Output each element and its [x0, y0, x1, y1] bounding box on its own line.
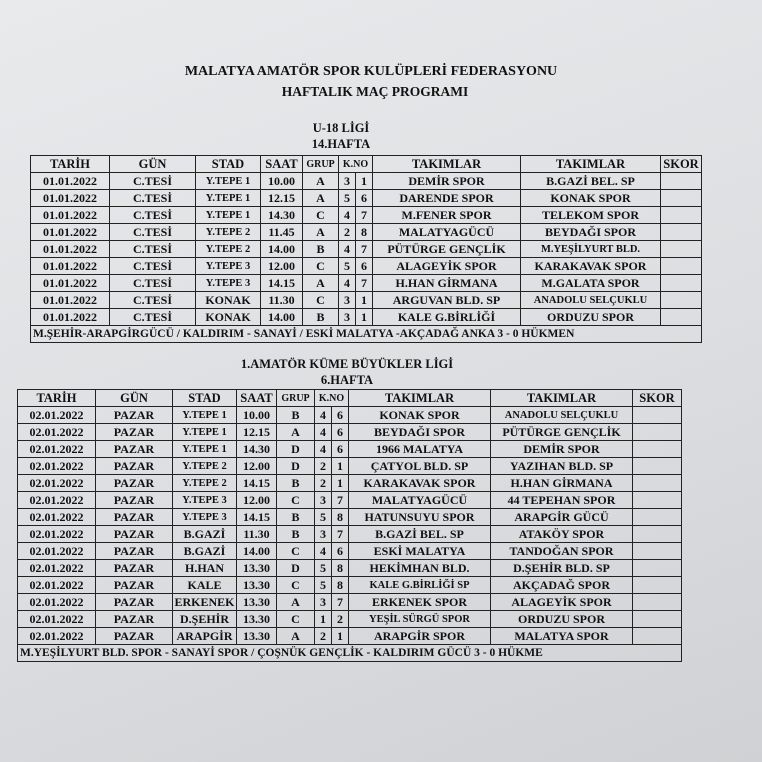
match-score: [661, 292, 702, 309]
match-home-team: ARAPGİR SPOR: [349, 628, 491, 645]
match-away-team: TELEKOM SPOR: [521, 207, 661, 224]
table-row: [31, 224, 702, 241]
match-date: 01.01.2022: [31, 292, 110, 309]
match-home-team: 1966 MALATYA: [349, 441, 491, 458]
match-kno-home: 2: [315, 475, 332, 492]
match-kno-away: 7: [356, 207, 373, 224]
table-row: [18, 594, 682, 611]
match-day: PAZAR: [96, 560, 173, 577]
match-group: B: [303, 309, 339, 326]
match-date: 02.01.2022: [18, 577, 96, 594]
match-day: PAZAR: [96, 407, 173, 424]
match-date: 02.01.2022: [18, 560, 96, 577]
match-kno-home: 4: [339, 275, 356, 292]
match-group: B: [277, 407, 315, 424]
match-time: 13.30: [237, 577, 277, 594]
col-time: SAAT: [237, 390, 277, 407]
amateur-schedule-table: [17, 389, 682, 662]
match-away-team: AKÇADAĞ SPOR: [491, 577, 633, 594]
match-score: [661, 207, 702, 224]
match-away-team: H.HAN GİRMANA: [491, 475, 633, 492]
match-kno-home: 3: [339, 173, 356, 190]
match-away-team: ORDUZU SPOR: [521, 309, 661, 326]
u18-schedule-table: [30, 155, 702, 343]
match-away-team: B.GAZİ BEL. SP: [521, 173, 661, 190]
match-date: 02.01.2022: [18, 628, 96, 645]
match-kno-home: 5: [339, 258, 356, 275]
table-row: [31, 190, 702, 207]
match-group: A: [303, 173, 339, 190]
match-away-team: YAZIHAN BLD. SP: [491, 458, 633, 475]
match-group: C: [303, 258, 339, 275]
match-date: 01.01.2022: [31, 258, 110, 275]
table-row: [18, 611, 682, 628]
match-kno-away: 6: [332, 407, 349, 424]
match-score: [661, 258, 702, 275]
u18-league-title: U-18 LİGİ: [312, 121, 370, 135]
match-group: D: [277, 441, 315, 458]
match-kno-home: 5: [339, 190, 356, 207]
match-away-team: ALAGEYİK SPOR: [491, 594, 633, 611]
match-kno-away: 6: [356, 190, 373, 207]
match-away-team: KONAK SPOR: [521, 190, 661, 207]
match-away-team: PÜTÜRGE GENÇLİK: [491, 424, 633, 441]
match-away-team: ANADOLU SELÇUKLU: [491, 407, 633, 424]
match-kno-away: 7: [356, 241, 373, 258]
match-stadium: Y.TEPE 3: [196, 258, 261, 275]
match-home-team: DARENDE SPOR: [373, 190, 521, 207]
match-score: [633, 509, 682, 526]
match-kno-home: 2: [315, 628, 332, 645]
col-home-team: TAKIMLAR: [349, 390, 491, 407]
match-away-team: ATAKÖY SPOR: [491, 526, 633, 543]
match-stadium: Y.TEPE 2: [173, 475, 237, 492]
col-stadium: STAD: [173, 390, 237, 407]
match-home-team: ÇATYOL BLD. SP: [349, 458, 491, 475]
col-date: TARİH: [31, 156, 110, 173]
col-stadium: STAD: [196, 156, 261, 173]
match-stadium: ARAPGİR: [173, 628, 237, 645]
match-day: PAZAR: [96, 526, 173, 543]
match-kno-home: 2: [339, 224, 356, 241]
match-stadium: Y.TEPE 1: [196, 190, 261, 207]
match-home-team: ARGUVAN BLD. SP: [373, 292, 521, 309]
col-time: SAAT: [261, 156, 303, 173]
match-group: C: [277, 543, 315, 560]
match-date: 01.01.2022: [31, 207, 110, 224]
match-time: 13.30: [237, 611, 277, 628]
match-away-team: M.YEŞİLYURT BLD.: [521, 241, 661, 258]
match-date: 01.01.2022: [31, 275, 110, 292]
match-time: 12.00: [237, 492, 277, 509]
match-stadium: KALE: [173, 577, 237, 594]
table-row: [31, 292, 702, 309]
match-score: [633, 611, 682, 628]
match-time: 10.00: [237, 407, 277, 424]
match-group: A: [303, 275, 339, 292]
match-score: [633, 628, 682, 645]
match-day: C.TESİ: [110, 292, 196, 309]
amateur-forfeit-note: M.YEŞİLYURT BLD. SPOR - SANAYİ SPOR / ÇOŞNÜK GENÇLİK - KALDIRIM GÜCÜ 3 - 0 HÜKME: [18, 645, 682, 662]
match-time: 14.00: [261, 309, 303, 326]
u18-forfeit-note: M.ŞEHİR-ARAPGİRGÜCÜ / KALDIRIM - SANAYİ / ESKİ MALATYA -AKÇADAĞ ANKA 3 - 0 HÜKMEN: [31, 326, 702, 343]
match-kno-home: 5: [315, 577, 332, 594]
match-kno-away: 7: [356, 275, 373, 292]
match-kno-away: 6: [332, 424, 349, 441]
match-score: [633, 560, 682, 577]
match-stadium: H.HAN: [173, 560, 237, 577]
match-time: 12.00: [261, 258, 303, 275]
match-kno-away: 6: [332, 543, 349, 560]
table-row: [18, 543, 682, 560]
match-time: 12.00: [237, 458, 277, 475]
match-home-team: KALE G.BİRLİĞİ: [373, 309, 521, 326]
match-away-team: TANDOĞAN SPOR: [491, 543, 633, 560]
match-kno-home: 3: [339, 292, 356, 309]
match-date: 02.01.2022: [18, 509, 96, 526]
match-day: PAZAR: [96, 458, 173, 475]
match-time: 14.00: [237, 543, 277, 560]
match-date: 02.01.2022: [18, 543, 96, 560]
col-day: GÜN: [96, 390, 173, 407]
match-score: [633, 526, 682, 543]
match-group: A: [277, 594, 315, 611]
match-home-team: KONAK SPOR: [349, 407, 491, 424]
match-score: [661, 241, 702, 258]
col-away-team: TAKIMLAR: [491, 390, 633, 407]
match-group: B: [303, 241, 339, 258]
match-kno-home: 4: [315, 441, 332, 458]
match-away-team: DEMİR SPOR: [491, 441, 633, 458]
col-score: SKOR: [633, 390, 682, 407]
table-row: [18, 458, 682, 475]
match-time: 11.30: [237, 526, 277, 543]
match-time: 14.30: [261, 207, 303, 224]
match-time: 12.15: [261, 190, 303, 207]
match-group: C: [277, 577, 315, 594]
col-home-team: TAKIMLAR: [373, 156, 521, 173]
match-stadium: Y.TEPE 2: [196, 224, 261, 241]
match-day: PAZAR: [96, 492, 173, 509]
match-kno-home: 1: [315, 611, 332, 628]
match-day: C.TESİ: [110, 275, 196, 292]
table-row: [18, 526, 682, 543]
col-date: TARİH: [18, 390, 96, 407]
match-stadium: Y.TEPE 1: [173, 441, 237, 458]
match-kno-home: 4: [339, 207, 356, 224]
match-time: 12.15: [237, 424, 277, 441]
match-score: [633, 492, 682, 509]
match-stadium: Y.TEPE 3: [173, 509, 237, 526]
match-kno-away: 6: [332, 441, 349, 458]
match-day: C.TESİ: [110, 258, 196, 275]
amateur-header-row: [18, 390, 682, 407]
match-kno-away: 1: [332, 475, 349, 492]
match-stadium: KONAK: [196, 292, 261, 309]
match-home-team: KALE G.BİRLİĞİ SP: [349, 577, 491, 594]
table-row: [18, 628, 682, 645]
col-kno: K.NO: [315, 390, 349, 407]
table-row: [18, 475, 682, 492]
program-title: HAFTALIK MAÇ PROGRAMI: [281, 84, 469, 99]
match-home-team: YEŞİL SÜRGÜ SPOR: [349, 611, 491, 628]
match-time: 14.15: [261, 275, 303, 292]
match-score: [633, 424, 682, 441]
match-home-team: H.HAN GİRMANA: [373, 275, 521, 292]
match-away-team: KARAKAVAK SPOR: [521, 258, 661, 275]
match-day: C.TESİ: [110, 241, 196, 258]
match-date: 02.01.2022: [18, 407, 96, 424]
match-date: 01.01.2022: [31, 224, 110, 241]
match-kno-away: 7: [332, 526, 349, 543]
table-row: [18, 509, 682, 526]
match-score: [661, 309, 702, 326]
match-group: C: [303, 207, 339, 224]
match-home-team: MALATYAGÜCÜ: [349, 492, 491, 509]
u18-header-row: [31, 156, 702, 173]
match-score: [633, 407, 682, 424]
match-kno-away: 8: [356, 224, 373, 241]
match-kno-home: 3: [315, 594, 332, 611]
match-kno-away: 1: [356, 173, 373, 190]
table-row: [31, 207, 702, 224]
match-group: A: [277, 424, 315, 441]
amateur-league-title: 1.AMATÖR KÜME BÜYÜKLER LİGİ: [240, 357, 454, 371]
table-row: [31, 241, 702, 258]
match-stadium: Y.TEPE 1: [173, 407, 237, 424]
table-row: [18, 492, 682, 509]
match-date: 01.01.2022: [31, 190, 110, 207]
match-score: [633, 441, 682, 458]
match-stadium: Y.TEPE 1: [173, 424, 237, 441]
match-score: [633, 543, 682, 560]
match-stadium: ERKENEK: [174, 594, 235, 609]
match-home-team: KARAKAVAK SPOR: [349, 475, 491, 492]
table-row: [31, 309, 702, 326]
match-score: [661, 224, 702, 241]
match-score: [661, 275, 702, 292]
match-home-team: PÜTÜRGE GENÇLİK: [373, 241, 521, 258]
match-day: PAZAR: [96, 594, 173, 611]
match-day: PAZAR: [96, 475, 173, 492]
match-stadium: Y.TEPE 3: [173, 492, 237, 509]
match-stadium: Y.TEPE 2: [196, 241, 261, 258]
match-stadium: B.GAZİ: [173, 543, 237, 560]
match-group: B: [277, 526, 315, 543]
match-kno-away: 8: [332, 560, 349, 577]
match-stadium: KONAK: [196, 309, 261, 326]
match-home-team: ALAGEYİK SPOR: [373, 258, 521, 275]
match-score: [633, 458, 682, 475]
table-row: [31, 258, 702, 275]
match-group: B: [277, 475, 315, 492]
table-row: [31, 275, 702, 292]
match-kno-away: 7: [332, 492, 349, 509]
match-kno-home: 4: [315, 424, 332, 441]
match-score: [661, 173, 702, 190]
match-day: PAZAR: [96, 441, 173, 458]
match-kno-home: 4: [315, 407, 332, 424]
match-away-team: 44 TEPEHAN SPOR: [491, 492, 633, 509]
match-kno-away: 1: [356, 309, 373, 326]
match-time: 14.30: [237, 441, 277, 458]
match-kno-away: 1: [332, 458, 349, 475]
match-group: A: [303, 224, 339, 241]
match-kno-home: 3: [315, 526, 332, 543]
match-time: 11.30: [261, 292, 303, 309]
match-away-team: M.GALATA SPOR: [521, 275, 661, 292]
match-date: 02.01.2022: [18, 458, 96, 475]
match-time: 13.30: [237, 560, 277, 577]
match-day: PAZAR: [96, 509, 173, 526]
u18-week-title: 14.HAFTA: [311, 137, 371, 151]
match-home-team: DEMİR SPOR: [373, 173, 521, 190]
match-time: 10.00: [261, 173, 303, 190]
table-row: [18, 441, 682, 458]
match-kno-away: 1: [332, 628, 349, 645]
table-row: [18, 577, 682, 594]
match-kno-home: 5: [315, 560, 332, 577]
col-kno: K.NO: [339, 156, 373, 173]
match-kno-home: 4: [315, 543, 332, 560]
match-date: 02.01.2022: [18, 492, 96, 509]
match-time: 14.15: [237, 509, 277, 526]
match-stadium: Y.TEPE 1: [196, 173, 261, 190]
col-group: GRUP: [303, 156, 339, 173]
match-group: C: [277, 492, 315, 509]
match-date: 01.01.2022: [31, 241, 110, 258]
match-day: C.TESİ: [110, 224, 196, 241]
match-kno-away: 7: [332, 594, 349, 611]
match-date: 02.01.2022: [18, 526, 96, 543]
match-kno-home: 3: [339, 309, 356, 326]
match-time: 13.30: [237, 628, 277, 645]
match-day: PAZAR: [96, 611, 173, 628]
match-time: 14.15: [237, 475, 277, 492]
match-date: 01.01.2022: [31, 309, 110, 326]
match-stadium: Y.TEPE 1: [196, 207, 261, 224]
match-away-team: BEYDAĞI SPOR: [521, 224, 661, 241]
match-home-team: HATUNSUYU SPOR: [349, 509, 491, 526]
match-score: [633, 577, 682, 594]
col-score: SKOR: [661, 156, 702, 173]
match-group: A: [303, 190, 339, 207]
match-home-team: ERKENEK SPOR: [349, 594, 491, 611]
match-kno-away: 1: [356, 292, 373, 309]
match-date: 02.01.2022: [18, 611, 96, 628]
match-day: PAZAR: [96, 424, 173, 441]
match-day: PAZAR: [96, 543, 173, 560]
col-away-team: TAKIMLAR: [521, 156, 661, 173]
federation-title: MALATYA AMATÖR SPOR KULÜPLERİ FEDERASYONU: [184, 64, 558, 79]
match-home-team: HEKİMHAN BLD.: [349, 560, 491, 577]
match-day: C.TESİ: [110, 190, 196, 207]
amateur-week-title: 6.HAFTA: [320, 373, 374, 387]
match-away-team: D.ŞEHİR BLD. SP: [491, 560, 633, 577]
match-date: 02.01.2022: [18, 424, 96, 441]
match-kno-away: 2: [332, 611, 349, 628]
match-date: 01.01.2022: [31, 173, 110, 190]
match-kno-home: 3: [315, 492, 332, 509]
match-away-team: ARAPGİR GÜCÜ: [491, 509, 633, 526]
match-group: D: [277, 458, 315, 475]
match-group: D: [277, 560, 315, 577]
match-group: C: [277, 611, 315, 628]
match-kno-away: 6: [356, 258, 373, 275]
match-home-team: BEYDAĞI SPOR: [349, 424, 491, 441]
table-row: [31, 173, 702, 190]
col-group: GRUP: [277, 390, 315, 407]
match-time: 14.00: [261, 241, 303, 258]
match-stadium: D.ŞEHİR: [173, 611, 237, 628]
col-day: GÜN: [110, 156, 196, 173]
match-stadium: Y.TEPE 2: [173, 458, 237, 475]
match-kno-away: 8: [332, 509, 349, 526]
match-day: C.TESİ: [110, 173, 196, 190]
match-kno-home: 4: [339, 241, 356, 258]
match-kno-away: 8: [332, 577, 349, 594]
table-row: [18, 407, 682, 424]
match-away-team: ANADOLU SELÇUKLU: [521, 292, 661, 309]
match-home-team: B.GAZİ BEL. SP: [349, 526, 491, 543]
match-time: 11.45: [261, 224, 303, 241]
match-score: [633, 475, 682, 492]
table-row: [18, 560, 682, 577]
match-kno-home: 2: [315, 458, 332, 475]
match-stadium: B.GAZİ: [173, 526, 237, 543]
match-group: A: [277, 628, 315, 645]
match-group: B: [277, 509, 315, 526]
match-kno-home: 5: [315, 509, 332, 526]
match-day: C.TESİ: [110, 207, 196, 224]
match-day: PAZAR: [96, 577, 173, 594]
match-time: 13.30: [237, 594, 277, 611]
match-stadium: Y.TEPE 3: [196, 275, 261, 292]
match-score: [661, 190, 702, 207]
match-date: 02.01.2022: [18, 475, 96, 492]
match-day: C.TESİ: [110, 309, 196, 326]
match-date: 02.01.2022: [18, 594, 96, 611]
match-score: [633, 594, 682, 611]
match-home-team: M.FENER SPOR: [373, 207, 521, 224]
table-row: [18, 424, 682, 441]
match-group: C: [303, 292, 339, 309]
match-date: 02.01.2022: [18, 441, 96, 458]
match-away-team: ORDUZU SPOR: [491, 611, 633, 628]
match-away-team: MALATYA SPOR: [491, 628, 633, 645]
match-day: PAZAR: [96, 628, 173, 645]
match-home-team: MALATYAGÜCÜ: [373, 224, 521, 241]
match-home-team: ESKİ MALATYA: [349, 543, 491, 560]
